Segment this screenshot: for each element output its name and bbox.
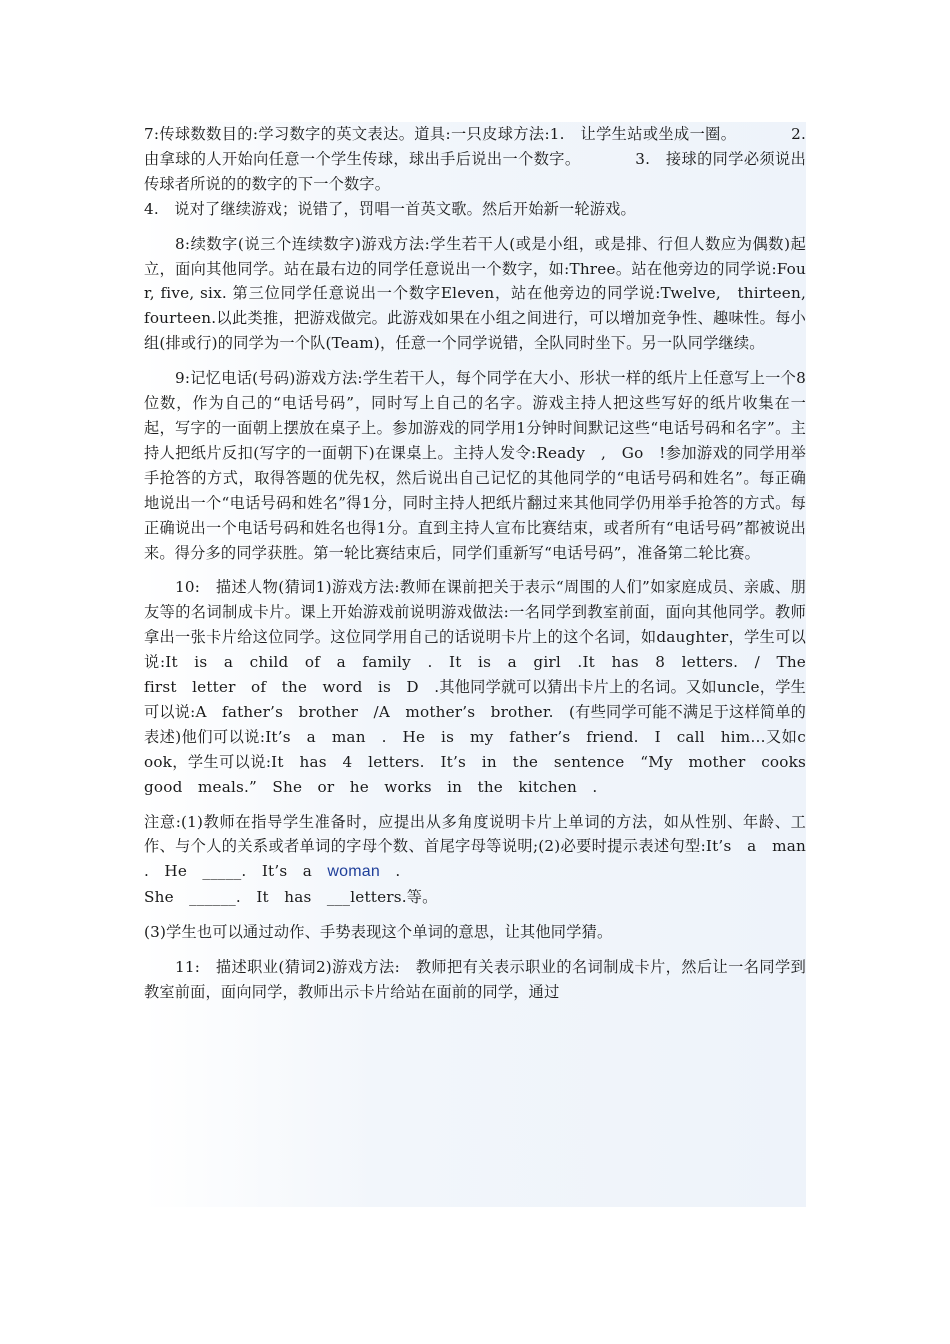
note-text-after: . She ______. It has ___letters.等。 [144, 862, 438, 907]
paragraph-game-8-continue-numbers: 8:续数字(说三个连续数字)游戏方法:学生若干人(或是小组，或是排、行但人数应为偶数)起立，面向其他同学。站在最右边的同学任意说出一个数字，如:Three。站在他旁边的同学说:Four, five, six. 第三位同学任意说出一个数字Eleven，站在他旁边的同学说:Twelve, thirteen, fourteen.以此类推，把游戏做完。此游戏如果在小组之间进行，可以增加竞争性、趣味性。每小组(排或行)的同学为一个队(Team)，任意一个同学说错，全队同时坐下。另一队同学继续。 [144, 234, 822, 353]
paragraph-note-tips [144, 810, 822, 911]
paragraph-note-gestures: (3)学生也可以通过动作、手势表现这个单词的意思，让其他同学猜。 [144, 923, 613, 942]
paragraph-game-11-describe-jobs: 11: 描述职业(猜词2)游戏方法: 教师把有关表示职业的名词制成卡片，然后让一名同学到教室前面，面向同学，教师出示卡片给站在面前的同学，通过 [144, 958, 806, 1001]
paragraph-game-7-ball-counting: 7:传球数数目的:学习数字的英文表达。道具:一只皮球方法:1. 让学生站或坐成一圈。 2. 由拿球的人开始向任意一个学生传球，球出手后说出一个数字。 3. 接球的同学必须说出传球者所说的的数字的下一个数字。 4. 说对了继续游戏；说错了，罚唱一首英文歌。然后开始新一轮游戏。 [144, 125, 806, 218]
paragraph-game-9-phone-memory: 9:记忆电话(号码)游戏方法:学生若干人，每个同学在大小、形状一样的纸片上任意写上一个8位数，作为自己的“电话号码”，同时写上自己的名字。游戏主持人把这些写好的纸片收集在一起，写字的一面朝上摆放在桌子上。参加游戏的同学用1分钟时间默记这些“电话号码和名字”。主持人把纸片反扣(写字的一面朝下)在课桌上。主持人发令:Ready , Go !参加游戏的同学用举手抢答的方式，取得答题的优先权，然后说出自己记忆的其他同学的“电话号码和姓名”。每正确地说出一个“电话号码和姓名”得1分，同时主持人把纸片翻过来其他同学仍用举手抢答的方式。每正确说出一个电话号码和姓名也得1分。直到主持人宣布比赛结束，或者所有“电话号码”都被说出来。得分多的同学获胜。第一轮比赛结束后，同学们重新写“电话号码”，准备第二轮比赛。 [144, 369, 806, 562]
paragraph-game-10-describe-people: 10: 描述人物(猜词1)游戏方法:教师在课前把关于表示“周围的人们”如家庭成员、亲戚、朋友等的名词制成卡片。课上开始游戏前说明游戏做法:一名同学到教室前面，面向其他同学。教师拿出一张卡片给这位同学。这位同学用自己的话说明卡片上的这个名词，如daughter，学生可以说:It is a child of a family . It is a girl .It has 8 letters. / The first letter of the word is D .其他同学就可以猜出卡片上的名词。又如uncle，学生可以说:A father’s brother /A mother’s brother. (有些同学可能不满足于这样简单的表述)他们可以说:It’s a man . He is my father’s friend. I call him…又如cook，学生可以说:It has 4 letters. It’s in the sentence “My mother cooks good meals.” She or he works in the kitchen . [144, 578, 822, 796]
note-text-before: 注意:(1)教师在指导学生准备时，应提出从多角度说明卡片上单词的方法，如从性别、年龄、工作、与个人的关系或者单词的字母个数、首尾字母等说明;(2)必要时提示表述句型:It’s a man . He _____. It’s a [144, 812, 822, 881]
document-body [144, 122, 822, 1207]
highlighted-word-woman: woman [327, 863, 380, 881]
